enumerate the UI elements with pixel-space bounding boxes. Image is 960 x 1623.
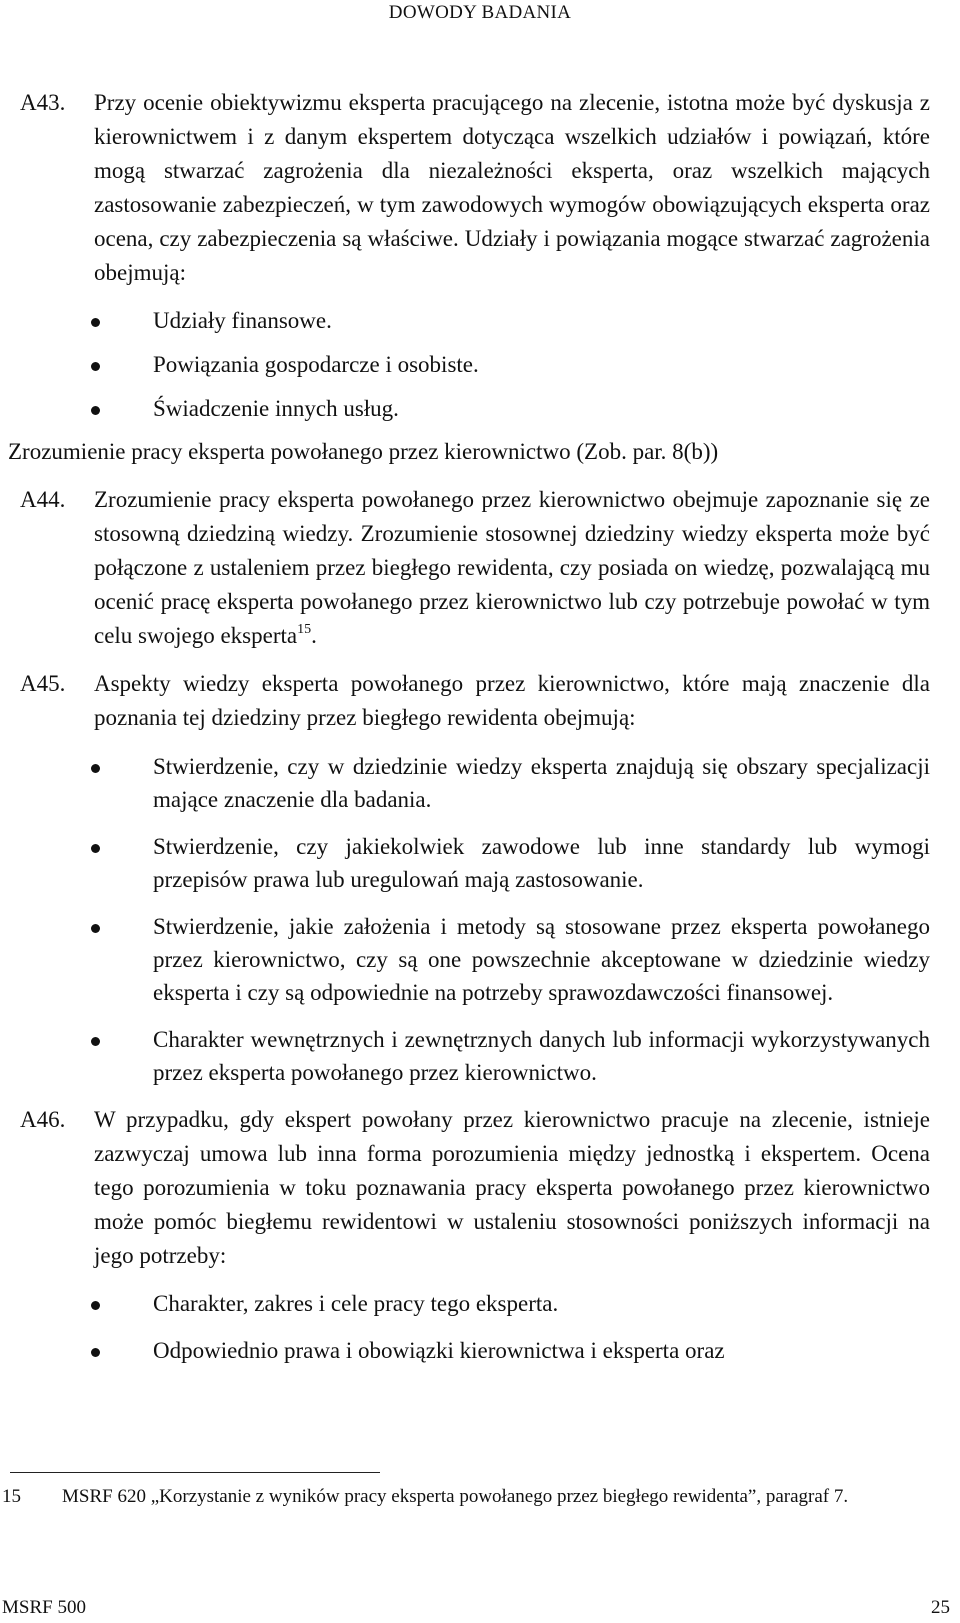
bullet-icon [91,924,100,933]
paragraph-a44 [0,483,960,653]
paragraph-label: A46. [20,1107,66,1132]
paragraph-label: A44. [20,487,66,512]
section-heading: Zrozumienie pracy eksperta powołanego przez kierownictwo (Zob. par. 8(b)) [8,439,719,464]
list-item [0,910,960,1009]
list-item-text: Stwierdzenie, czy w dziedzinie wiedzy eksperta znajdują się obszary specjalizacji mające znaczenie dla badania. [153,754,930,812]
bullet-list-a46 [0,1287,960,1367]
list-item-text: Świadczenie innych usług. [153,396,399,421]
paragraph-label: A43. [20,90,66,115]
paragraph-label: A45. [20,671,66,696]
list-item [0,392,960,425]
paragraph-a43 [0,86,960,290]
bullet-icon [91,844,100,853]
footnote-divider [10,1472,380,1473]
bullet-icon [91,764,100,773]
paragraph-text: Przy ocenie obiektywizmu eksperta pracującego na zlecenie, istotna może być dyskusja z kierownictwem i z danym ekspertem dotycząca wszelkich udziałów i powiązań, które mogą stwarzać zagrożenia dla niezależności eksperta, oraz wszelkich mających zastosowanie zabezpieczeń, w tym zawodowych wymogów obowiązujących eksperta oraz ocena, czy zabezpieczenia są właściwe. Udziały i powiązania mogące stwarzać zagrożenia obejmują: [94,90,930,285]
page-body [0,86,960,1367]
footnote-number: 15 [2,1486,21,1507]
bullet-list-a43 [0,304,960,425]
bullet-icon [91,1301,100,1310]
list-item-text: Powiązania gospodarcze i osobiste. [153,352,479,377]
list-item-text: Charakter, zakres i cele pracy tego eksperta. [153,1291,559,1316]
list-item-text: Charakter wewnętrznych i zewnętrznych danych lub informacji wykorzystywanych przez eksperta powołanego przez kierownictwo. [153,1027,930,1085]
bullet-icon [91,1348,100,1357]
list-item [0,348,960,381]
list-item-text: Udziały finansowe. [153,308,332,333]
page-number: 25 [931,1597,950,1618]
paragraph-a45 [0,667,960,735]
bullet-icon [91,1037,100,1046]
paragraph-text-end: . [311,623,317,648]
bullet-icon [91,318,100,327]
paragraph-text-body: Zrozumienie pracy eksperta powołanego przez kierownictwo obejmuje zapoznanie się ze stosowną dziedziną wiedzy. Zrozumienie stosownej dziedziny wiedzy eksperta może być połączone z ustaleniem przez biegłego rewidenta, czy posiada on wiedzę, pozwalającą mu ocenić pracę eksperta powołanego przez kierownictwo lub czy potrzebuje powołać w tym celu swojego eksperta [94,487,930,648]
list-item-text: Stwierdzenie, jakie założenia i metody są stosowane przez eksperta powołanego przez kierownictwo, czy są one powszechnie akceptowane w dziedzinie wiedzy eksperta i czy są odpowiednie na potrzeby sprawozdawczości finansowej. [153,914,930,1005]
paragraph-text: Aspekty wiedzy eksperta powołanego przez kierownictwo, które mają znaczenie dla poznania tej dziedziny przez biegłego rewidenta obejmują: [94,671,930,730]
list-item [0,304,960,337]
footnote-text: MSRF 620 „Korzystanie z wyników pracy eksperta powołanego przez biegłego rewidenta”, paragraf 7. [62,1486,849,1507]
list-item [0,750,960,816]
list-item-text: Odpowiednio prawa i obowiązki kierownictwa i eksperta oraz [153,1338,725,1363]
list-item [0,1334,960,1367]
list-item-text: Stwierdzenie, czy jakiekolwiek zawodowe lub inne standardy lub wymogi przepisów prawa lub uregulowań mają zastosowanie. [153,834,930,892]
bullet-list-a45 [0,750,960,1089]
paragraph-text: W przypadku, gdy ekspert powołany przez kierownictwo pracuje na zlecenie, istnieje zazwyczaj umowa lub inna forma porozumienia między jednostką i ekspertem. Ocena tego porozumienia w toku poznawania pracy eksperta powołanego przez kierownictwo może pomóc biegłemu rewidentowi w ustaleniu stosowności poniższych informacji na jego potrzeby: [94,1107,930,1268]
footer-document-code: MSRF 500 [2,1597,86,1618]
bullet-icon [91,406,100,415]
paragraph-a46 [0,1103,960,1273]
bullet-icon [91,362,100,371]
list-item [0,830,960,896]
footnote-reference[interactable]: 15 [297,622,312,637]
paragraph-text [94,483,930,653]
running-header: DOWODY BADANIA [388,2,572,23]
list-item [0,1287,960,1320]
footnote [0,1484,960,1510]
list-item [0,1023,960,1089]
